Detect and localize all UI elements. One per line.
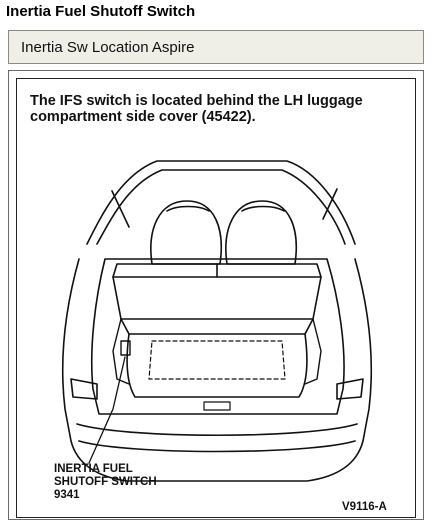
section-label: Inertia Sw Location Aspire [21,39,195,56]
hatchback-trunk-drawing [17,79,416,518]
callout-line-3: 9341 [54,489,80,501]
figure-caption [30,93,400,125]
callout-line-2: SHUTOFF SWITCH [54,476,157,488]
figure-code: V9116-A [342,501,387,513]
section-header[interactable] [8,30,424,64]
callout-line-1: INERTIA FUEL [54,463,133,475]
caption-line-2: compartment side cover (45422). [30,109,256,125]
callout-label [54,463,157,502]
caption-line-1: The IFS switch is located behind the LH luggage [30,93,363,109]
figure-frame [8,70,424,520]
figure-illustration [16,78,416,518]
page-title: Inertia Fuel Shutoff Switch [6,3,196,20]
